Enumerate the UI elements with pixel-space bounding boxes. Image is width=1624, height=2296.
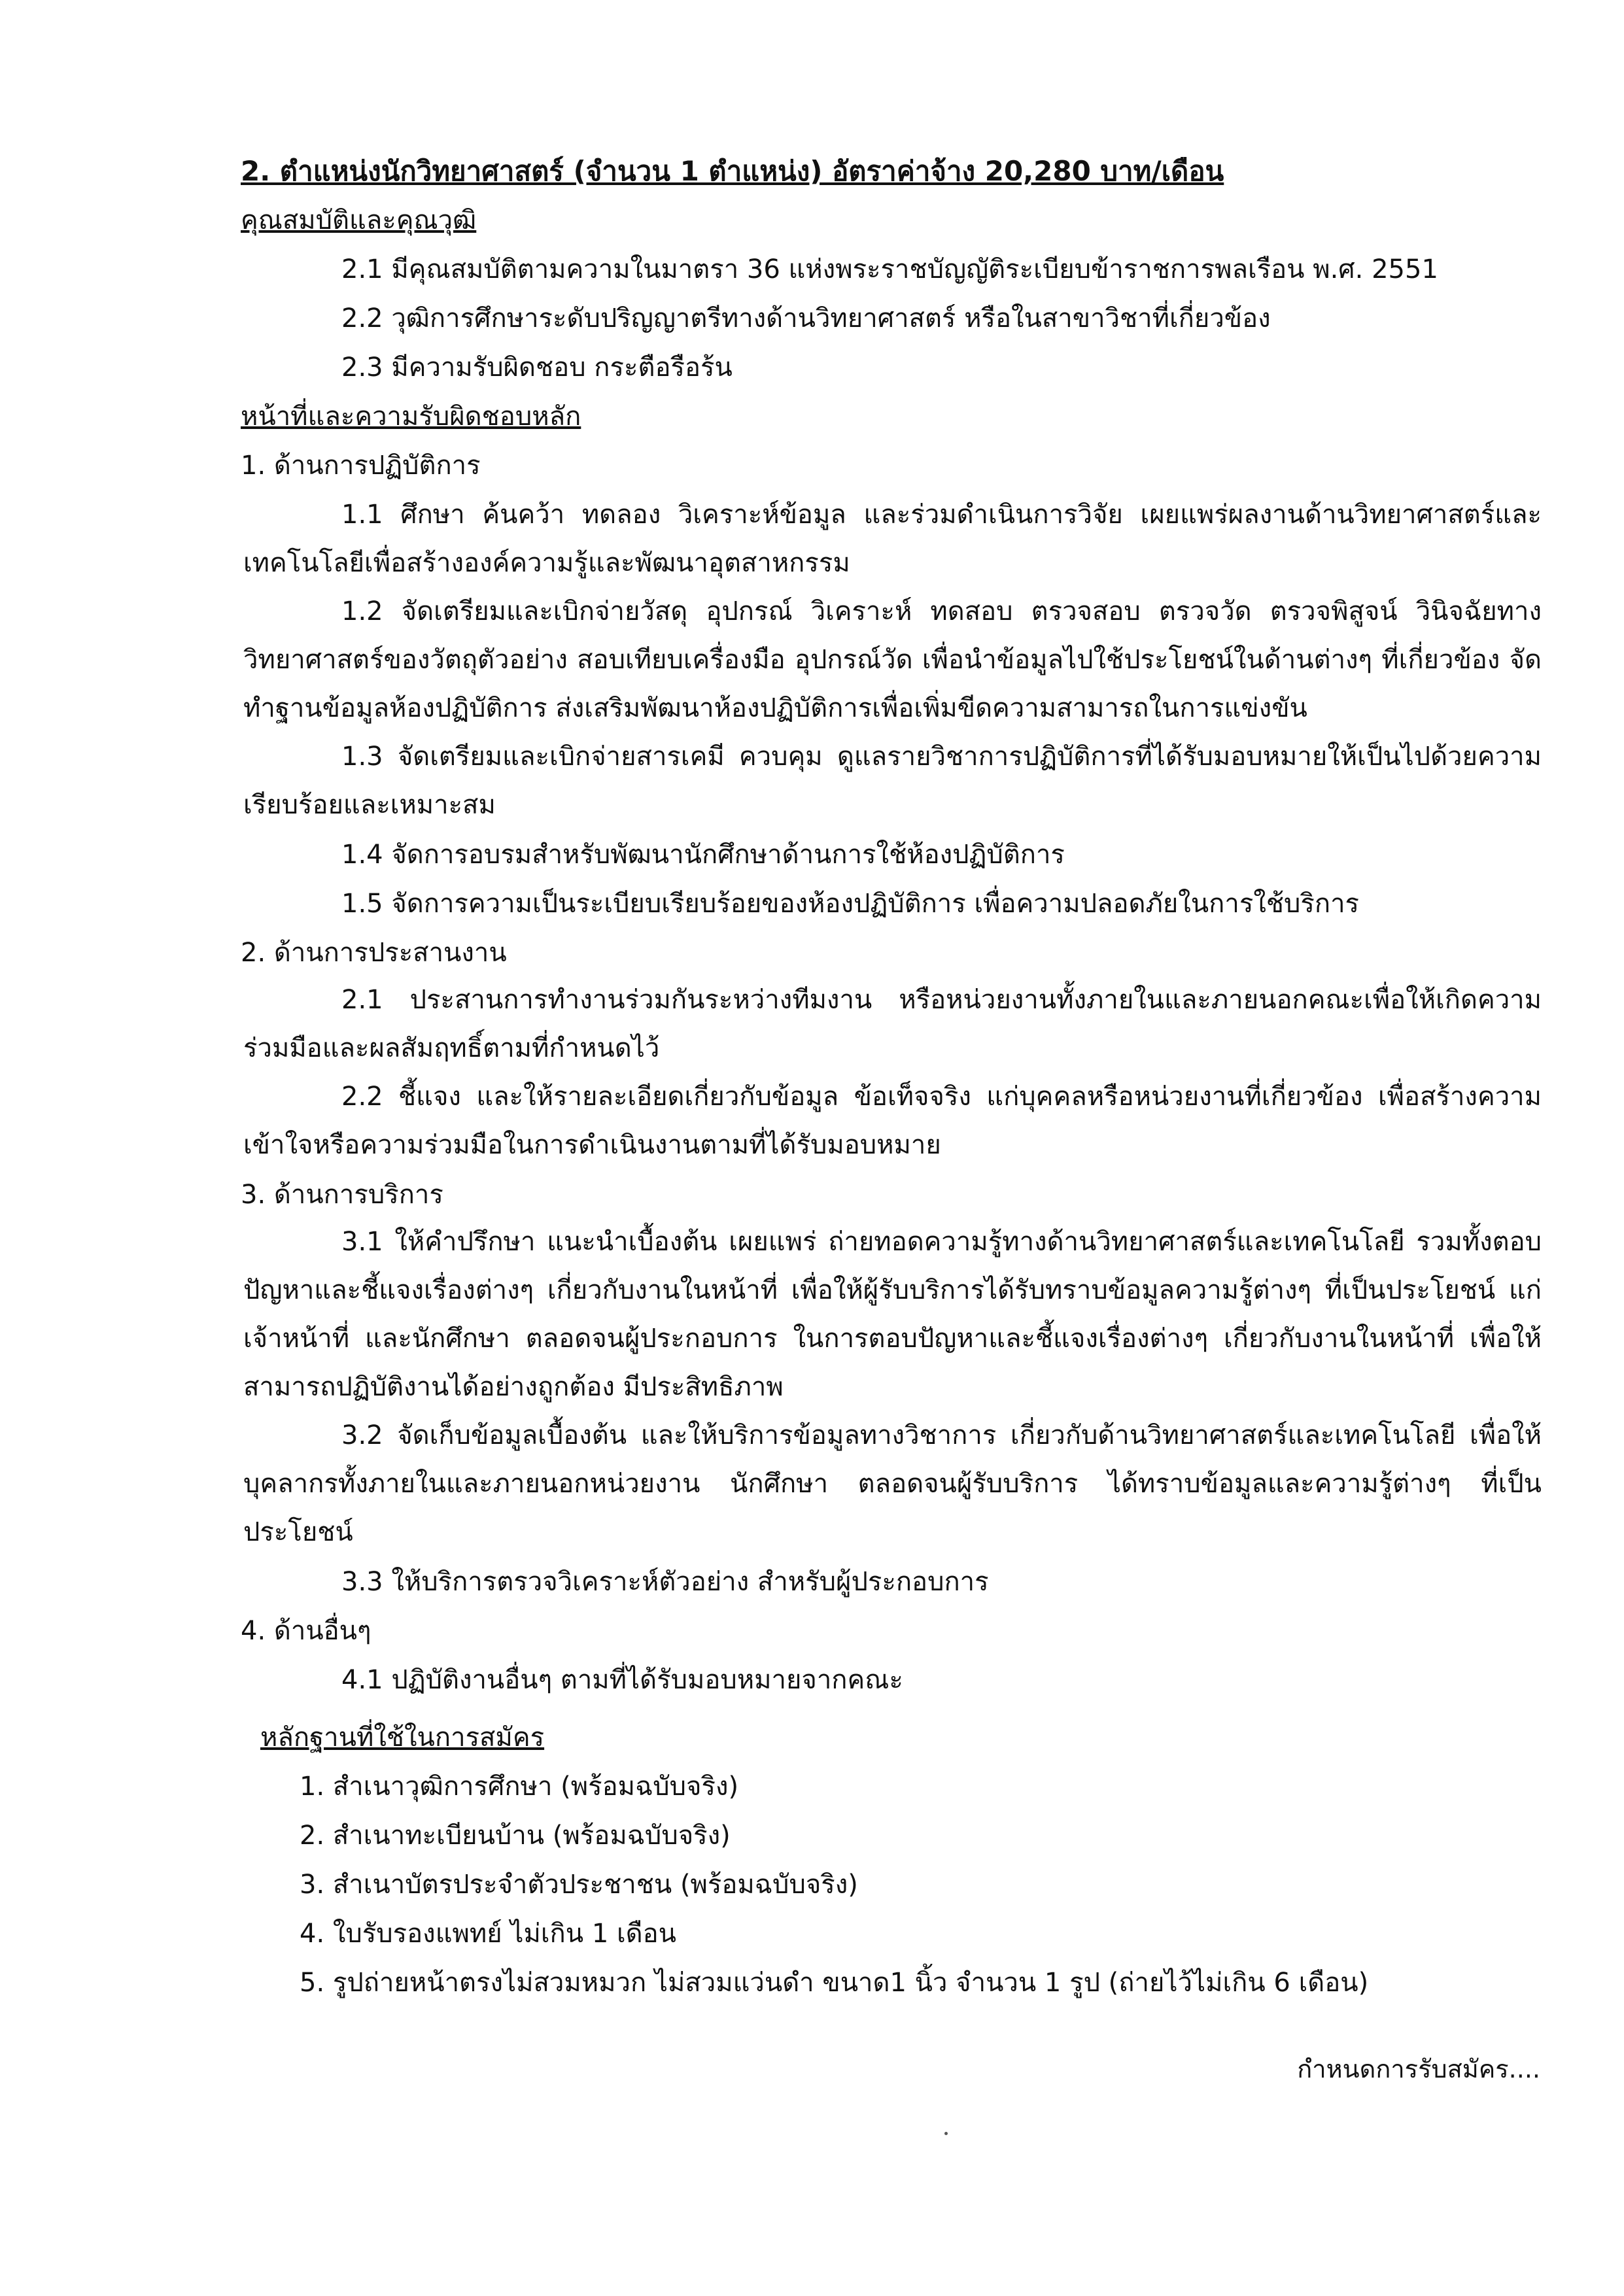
duty-1-5: 1.5 จัดการความเป็นระเบียบเรียบร้อยของห้องปฏิบัติการ เพื่อความปลอดภัยในการใช้บริการ	[341, 889, 1360, 919]
duty-1-1: 1.1 ศึกษา ค้นคว้า ทดลอง วิเคราะห์ข้อมูล และร่วมดำเนินการวิจัย เผยแพร่ผลงานด้านวิทยาศาสตร์และเทคโนโลยีเพื่อสร้างองค์ความรู้และพัฒนาอุตสาหกรรม	[243, 500, 1542, 578]
qualification-item-2: 2.2 วุฒิการศึกษาระดับปริญญาตรีทางด้านวิทยาศาสตร์ หรือในสาขาวิชาที่เกี่ยวข้อง	[341, 303, 1271, 334]
duty-3-1: 3.1 ให้คำปรึกษา แนะนำเบื้องต้น เผยแพร่ ถ่ายทอดความรู้ทางด้านวิทยาศาสตร์และเทคโนโลยี รวมทั้งตอบปัญหาและชี้แจงเรื่องต่างๆ เกี่ยวกับงานในหน้าที่ เพื่อให้ผู้รับบริการได้รับทราบข้อมูลความรู้ต่างๆ ที่เป็นประโยชน์ แก่ เจ้าหน้าที่ และนักศึกษา ตลอดจนผู้ประกอบการ ในการตอบปัญหาและชี้แจงเรื่องต่างๆ เกี่ยวกับงานในหน้าที่ เพื่อให้สามารถปฏิบัติงานได้อย่างถูกต้อง มีประสิทธิภาพ	[243, 1227, 1542, 1402]
duty-3-2: 3.2 จัดเก็บข้อมูลเบื้องต้น และให้บริการข้อมูลทางวิชาการ เกี่ยวกับด้านวิทยาศาสตร์และเทคโนโลยี เพื่อให้บุคลากรทั้งภายในและภายนอกหน่วยงาน นักศึกษา ตลอดจนผู้รับบริการ ได้ทราบข้อมูลและความรู้ต่างๆ ที่เป็นประโยชน์	[243, 1420, 1542, 1547]
evidence-item-3: 3. สำเนาบัตรประจำตัวประชาชน (พร้อมฉบับจริง)	[300, 1870, 858, 1900]
section-1-title: 1. ด้านการปฏิบัติการ	[241, 451, 481, 481]
duty-1-4: 1.4 จัดการอบรมสำหรับพัฒนานักศึกษาด้านการใช้ห้องปฏิบัติการ	[341, 840, 1065, 870]
section-4-title: 4. ด้านอื่นๆ	[241, 1616, 371, 1646]
footer-note: กำหนดการรับสมัคร....	[1297, 2055, 1540, 2083]
duty-1-3: 1.3 จัดเตรียมและเบิกจ่ายสารเคมี ควบคุม ดูแลรายวิชาการปฏิบัติการที่ได้รับมอบหมายให้เป็นไปด้วยความเรียบร้อยและเหมาะสม	[243, 742, 1542, 820]
duties-title: หน้าที่และความรับผิดชอบหลัก	[241, 402, 581, 432]
duty-1-2: 1.2 จัดเตรียมและเบิกจ่ายวัสดุ อุปกรณ์ วิเคราะห์ ทดสอบ ตรวจสอบ ตรวจวัด ตรวจพิสูจน์ วินิจฉัยทางวิทยาศาสตร์ของวัตถุตัวอย่าง สอบเทียบเครื่องมือ อุปกรณ์วัด เพื่อนำข้อมูลไปใช้ประโยชน์ในด้านต่างๆ ที่เกี่ยวข้อง จัดทำฐานข้อมูลห้องปฏิบัติการ ส่งเสริมพัฒนาห้องปฏิบัติการเพื่อเพิ่มขีดความสามารถในการแข่งขัน	[243, 596, 1542, 723]
evidence-item-4: 4. ใบรับรองแพทย์ ไม่เกิน 1 เดือน	[300, 1919, 676, 1949]
evidence-title: หลักฐานที่ใช้ในการสมัคร	[260, 1722, 545, 1753]
qualifications-title: คุณสมบัติและคุณวุฒิ	[241, 205, 477, 235]
evidence-item-2: 2. สำเนาทะเบียนบ้าน (พร้อมฉบับจริง)	[300, 1821, 731, 1851]
duty-3-3: 3.3 ให้บริการตรวจวิเคราะห์ตัวอย่าง สำหรับผู้ประกอบการ	[341, 1567, 989, 1597]
scan-speck	[944, 2132, 948, 2135]
qualification-item-3: 2.3 มีความรับผิดชอบ กระตือรือร้น	[341, 352, 733, 383]
duty-4-1: 4.1 ปฏิบัติงานอื่นๆ ตามที่ได้รับมอบหมายจากคณะ	[341, 1665, 903, 1695]
position-heading: 2. ตำแหน่งนักวิทยาศาสตร์ (จำนวน 1 ตำแหน่ง) อัตราค่าจ้าง 20,280 บาท/เดือน	[241, 155, 1224, 187]
qualification-item-1: 2.1 มีคุณสมบัติตามความในมาตรา 36 แห่งพระราชบัญญัติระเบียบข้าราชการพลเรือน พ.ศ. 2551	[341, 254, 1438, 284]
duty-2-1: 2.1 ประสานการทำงานร่วมกันระหว่างทีมงาน หรือหน่วยงานทั้งภายในและภายนอกคณะเพื่อให้เกิดความร่วมมือและผลสัมฤทธิ์ตามที่กำหนดไว้	[243, 985, 1542, 1063]
evidence-item-1: 1. สำเนาวุฒิการศึกษา (พร้อมฉบับจริง)	[300, 1772, 739, 1802]
section-2-title: 2. ด้านการประสานงาน	[241, 938, 507, 968]
section-3-title: 3. ด้านการบริการ	[241, 1180, 443, 1210]
evidence-item-5: 5. รูปถ่ายหน้าตรงไม่สวมหมวก ไม่สวมแว่นดำ ขนาด1 นิ้ว จำนวน 1 รูป (ถ่ายไว้ไม่เกิน 6 เดือน)	[300, 1968, 1369, 1998]
duty-2-2: 2.2 ชี้แจง และให้รายละเอียดเกี่ยวกับข้อมูล ข้อเท็จจริง แก่บุคคลหรือหน่วยงานที่เกี่ยวข้อง เพื่อสร้างความเข้าใจหรือความร่วมมือในการดำเนินงานตามที่ได้รับมอบหมาย	[243, 1082, 1542, 1160]
